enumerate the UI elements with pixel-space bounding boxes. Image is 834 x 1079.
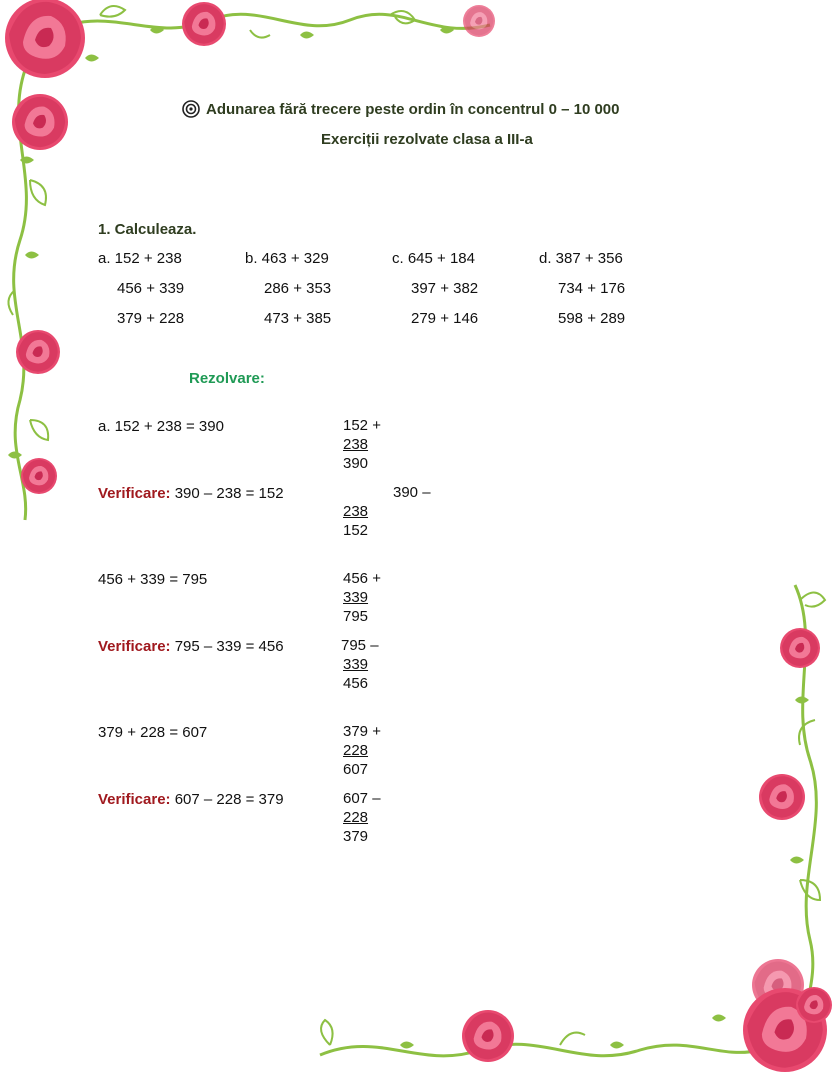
exercise-d2: 734 + 176 bbox=[558, 280, 626, 297]
exercise-b2: 286 + 353 bbox=[264, 280, 332, 297]
solution-heading: Rezolvare: bbox=[189, 370, 265, 387]
flower-icon bbox=[182, 100, 202, 120]
page-title: Adunarea fără trecere peste ordin în concentrul 0 – 10 000 bbox=[206, 101, 620, 118]
exercise-a3: 379 + 228 bbox=[117, 310, 185, 327]
verification-3: Verificare: 607 – 228 = 379 bbox=[98, 791, 284, 808]
verification-2: Verificare: 795 – 339 = 456 bbox=[98, 638, 284, 655]
column-addition-1: 152 + 238 390 bbox=[343, 417, 381, 472]
exercise-d3: 598 + 289 bbox=[558, 310, 626, 327]
solution-equation-1: a. 152 + 238 = 390 bbox=[98, 418, 224, 435]
exercise-a1: a. 152 + 238 bbox=[98, 250, 182, 267]
exercise-c3: 279 + 146 bbox=[411, 310, 479, 327]
exercise-b3: 473 + 385 bbox=[264, 310, 332, 327]
column-subtraction-3: 607 – 228 379 bbox=[343, 790, 381, 845]
column-subtraction-1: 390 – 238 152 bbox=[343, 484, 431, 539]
verification-1: Verificare: 390 – 238 = 152 bbox=[98, 485, 284, 502]
exercise-heading: 1. Calculeaza. bbox=[98, 221, 197, 238]
solution-equation-3: 379 + 228 = 607 bbox=[98, 724, 208, 741]
page-subtitle: Exerciții rezolvate clasa a III-a bbox=[321, 131, 533, 148]
column-addition-3: 379 + 228 607 bbox=[343, 723, 381, 778]
solution-equation-2: 456 + 339 = 795 bbox=[98, 571, 208, 588]
exercise-c1: c. 645 + 184 bbox=[392, 250, 475, 267]
exercise-a2: 456 + 339 bbox=[117, 280, 185, 297]
exercise-b1: b. 463 + 329 bbox=[245, 250, 329, 267]
exercise-d1: d. 387 + 356 bbox=[539, 250, 623, 267]
column-subtraction-2: 795 – 339 456 bbox=[341, 637, 379, 692]
exercise-c2: 397 + 382 bbox=[411, 280, 479, 297]
column-addition-2: 456 + 339 795 bbox=[343, 570, 381, 625]
